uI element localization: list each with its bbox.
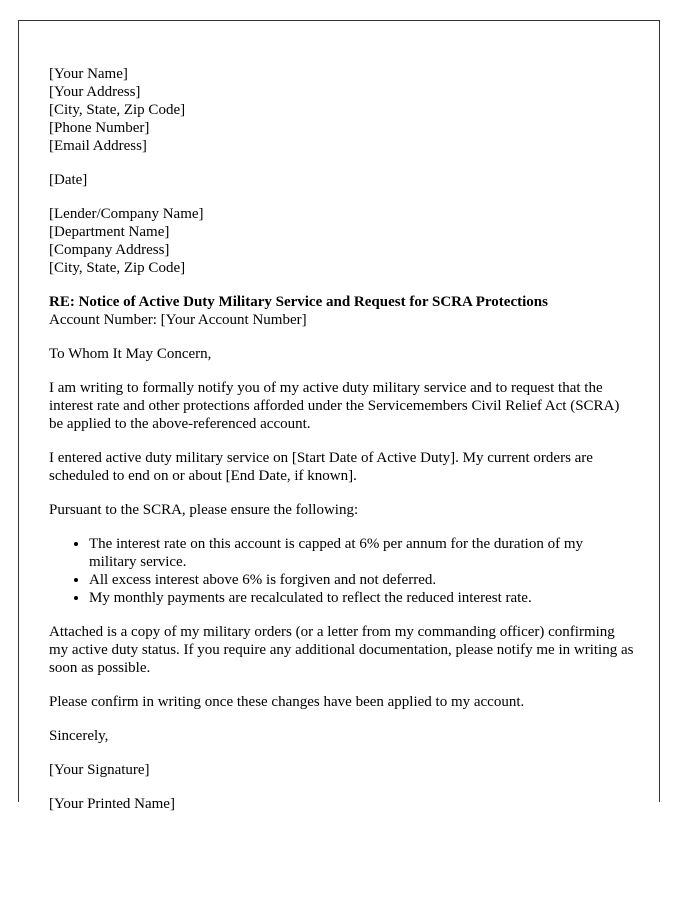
subject-block: [49, 293, 634, 329]
sender-name: [Your Name]: [49, 66, 128, 82]
body-paragraph: Pursuant to the SCRA, please ensure the following:: [49, 502, 359, 518]
recipient-department: [Department Name]: [49, 224, 170, 240]
recipient-block: [49, 205, 634, 277]
letter-date: [Date]: [49, 172, 88, 188]
sender-email: [Email Address]: [49, 138, 147, 154]
body-paragraph: I entered active duty military service on [Start Date of Active Duty]. My current orders are scheduled to end on or about [End Date, if known].: [49, 450, 593, 484]
sender-city: [City, State, Zip Code]: [49, 102, 186, 118]
recipient-address: [Company Address]: [49, 242, 170, 258]
recipient-city: [City, State, Zip Code]: [49, 260, 186, 276]
sender-address: [Your Address]: [49, 84, 141, 100]
account-number: Account Number: [Your Account Number]: [49, 312, 307, 328]
recipient-company: [Lender/Company Name]: [49, 206, 204, 222]
body-paragraph: Attached is a copy of my military orders (or a letter from my commanding officer) confirming my active duty status. If you require any additional documentation, please notify me in writing as soon as possible.: [49, 624, 634, 676]
salutation: To Whom It May Concern,: [49, 346, 212, 362]
signoff: Sincerely,: [49, 728, 109, 744]
body-paragraph: Please confirm in writing once these changes have been applied to my account.: [49, 694, 525, 710]
protections-list: [49, 535, 634, 607]
body-paragraph: I am writing to formally notify you of my active duty military service and to request that the interest rate and other protections afforded under the Servicemembers Civil Relief Act (SCRA) be applied to the above-referenced account.: [49, 380, 620, 432]
printed-name: [Your Printed Name]: [49, 796, 175, 812]
list-item: • All excess interest above 6% is forgiven and not deferred.: [89, 571, 634, 589]
list-item: • My monthly payments are recalculated to reflect the reduced interest rate.: [89, 589, 634, 607]
letter-content: [49, 49, 634, 829]
subject-line: RE: Notice of Active Duty Military Service and Request for SCRA Protections: [49, 294, 548, 310]
list-item: • The interest rate on this account is capped at 6% per annum for the duration of my military service.: [89, 535, 634, 571]
signature: [Your Signature]: [49, 762, 150, 778]
sender-phone: [Phone Number]: [49, 120, 150, 136]
letter-page: [18, 20, 660, 812]
